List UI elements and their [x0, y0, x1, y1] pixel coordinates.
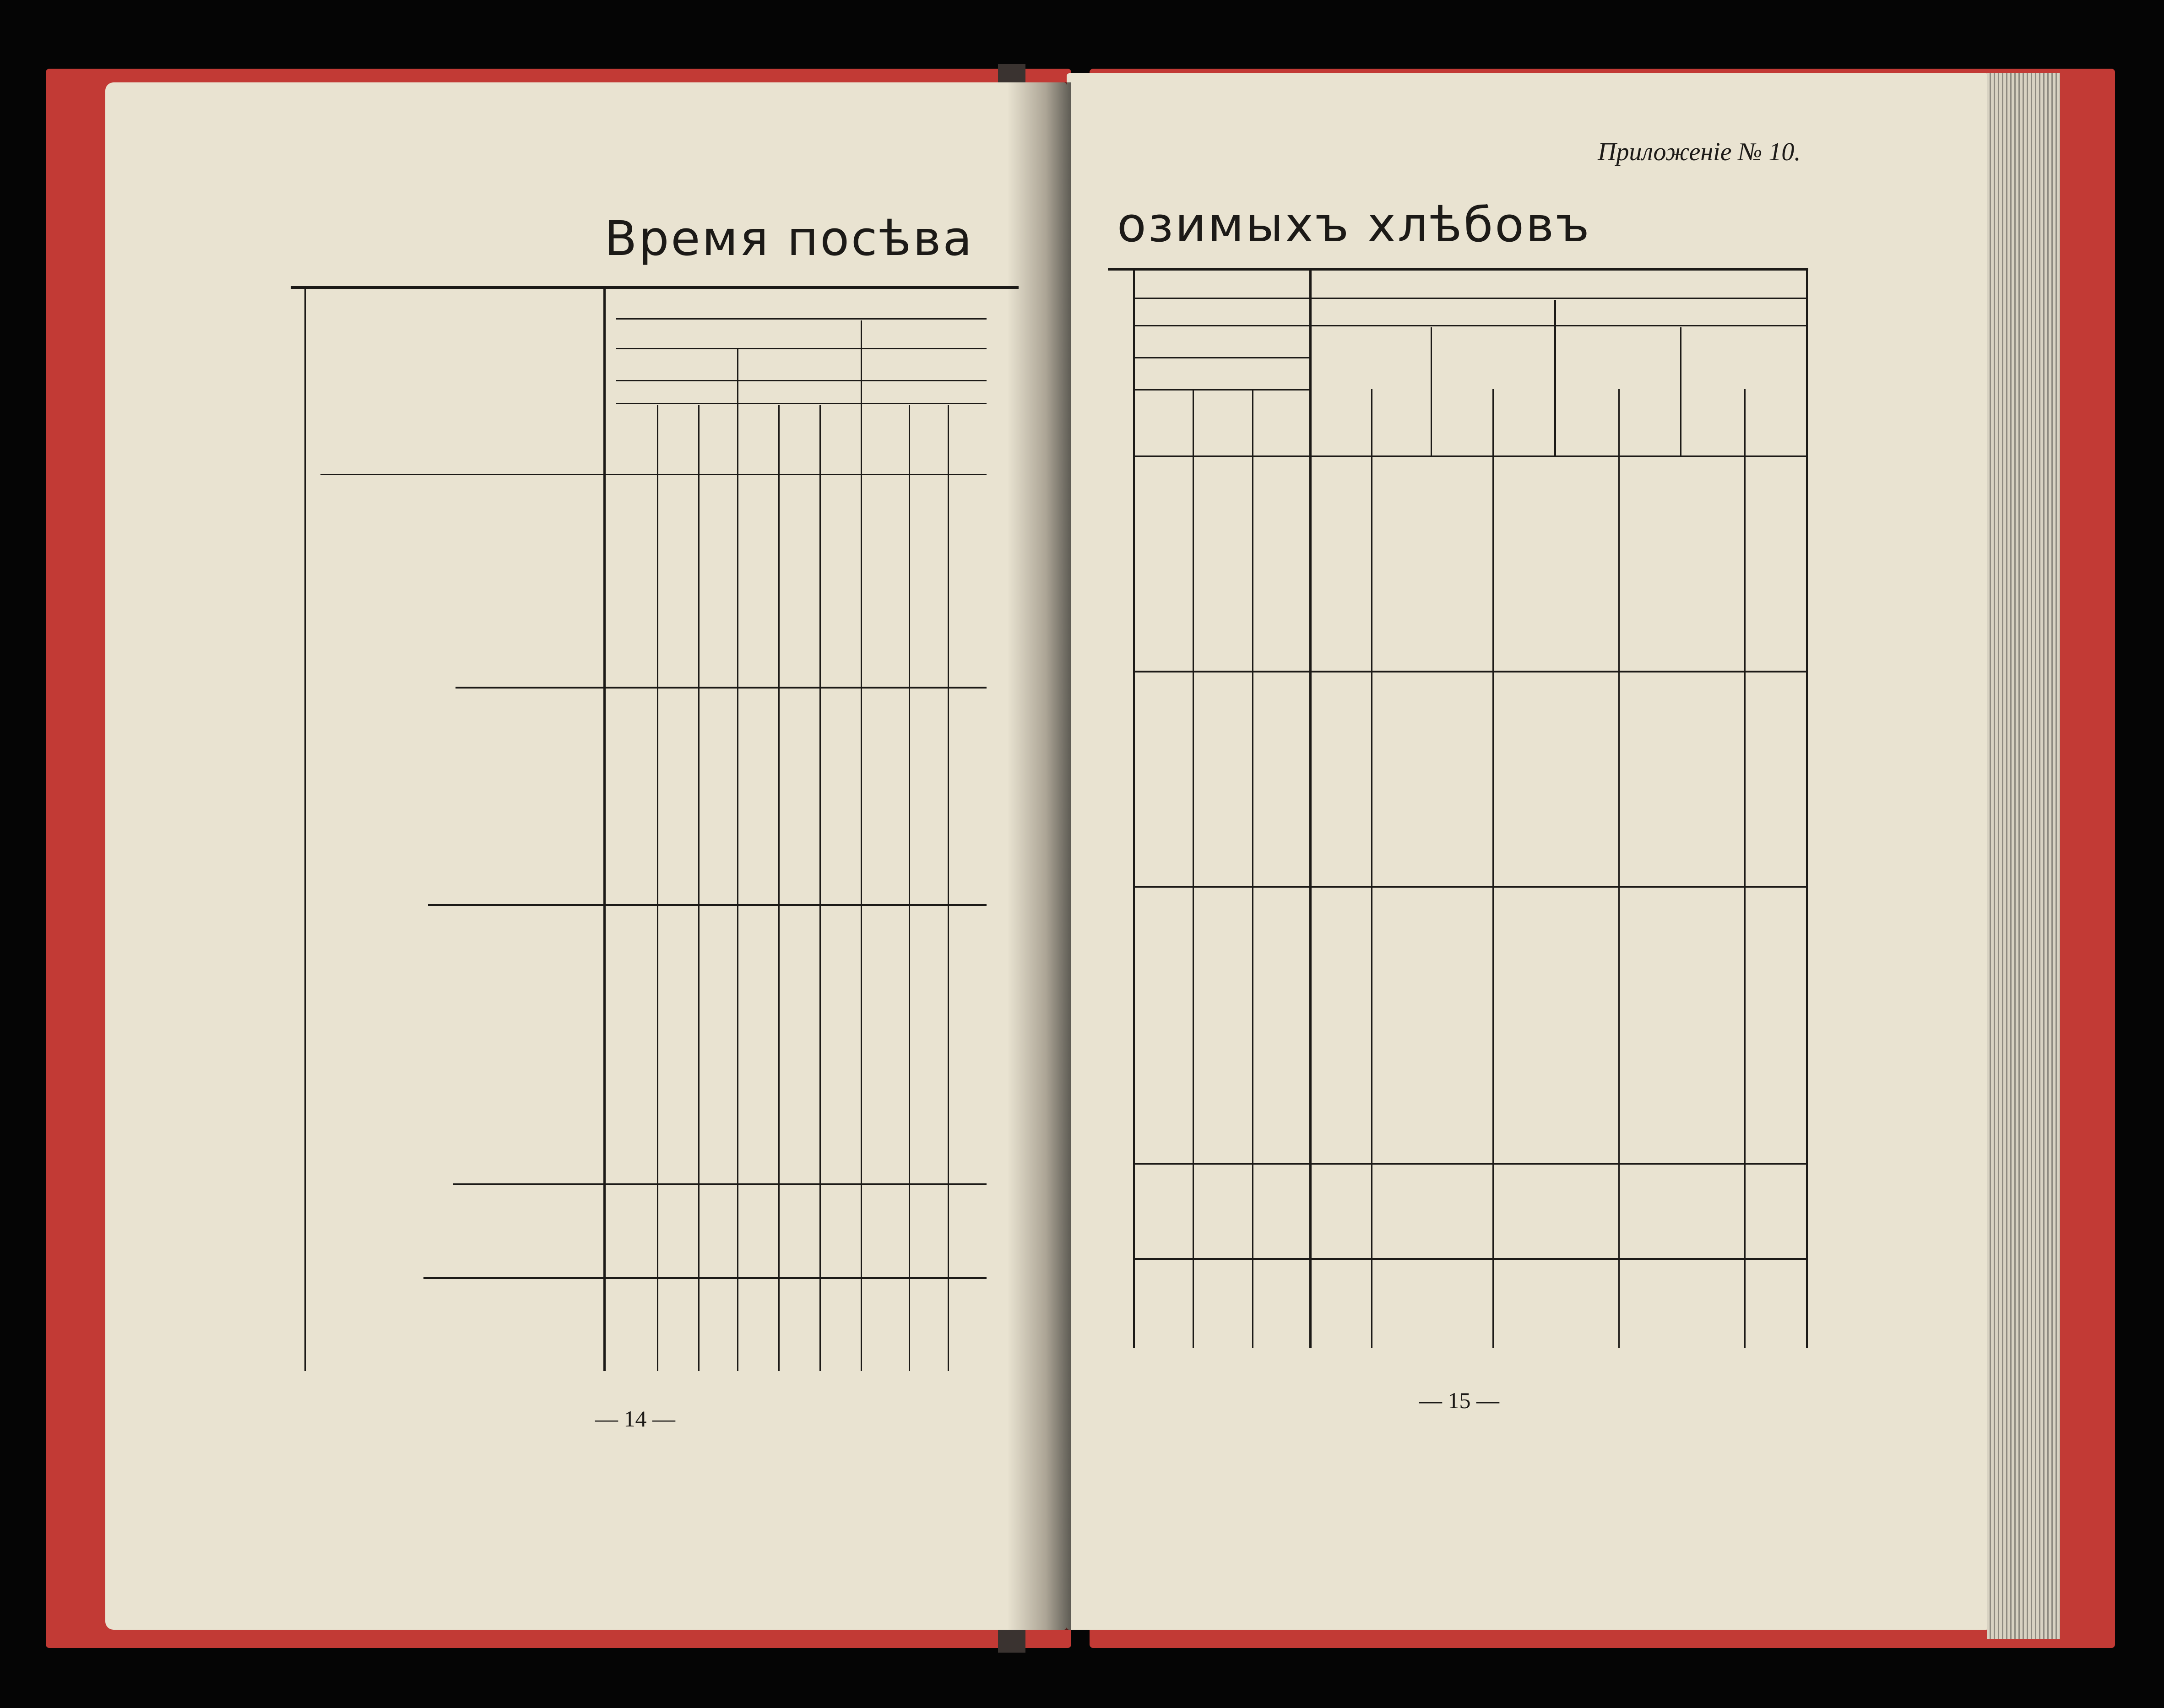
table-rule [1133, 455, 1806, 457]
table-rule [1133, 268, 1135, 1348]
table-rule [1431, 327, 1432, 455]
table-rule [1133, 298, 1806, 299]
table-rule [1371, 389, 1372, 1348]
table-rule [1108, 268, 1808, 271]
right-page-number: — 15 — [1419, 1388, 1499, 1413]
table-rule [1133, 671, 1806, 672]
appendix-label: Приложенiе № 10. [1598, 138, 1801, 166]
right-page-title: озимыхъ хлѣбовъ [1117, 197, 1591, 253]
table-rule [1252, 389, 1253, 1348]
table-rule [1133, 325, 1806, 326]
table-rule [1618, 389, 1620, 1348]
table-rule [1806, 270, 1808, 1348]
table-rule [1492, 389, 1494, 1348]
left-page-title: Время посѣва [604, 211, 974, 266]
table-rule [1133, 1258, 1806, 1260]
table-rule [1133, 1163, 1806, 1165]
table-rule [1680, 327, 1681, 455]
table-rule [1554, 300, 1556, 455]
table-rule [1133, 389, 1309, 390]
table-rule [1309, 270, 1312, 1348]
table-rule [1133, 357, 1309, 358]
table-rule [1133, 886, 1806, 888]
table-rule [1193, 389, 1194, 1348]
table-rule [1744, 389, 1746, 1348]
left-page-number: — 14 — [595, 1406, 675, 1431]
